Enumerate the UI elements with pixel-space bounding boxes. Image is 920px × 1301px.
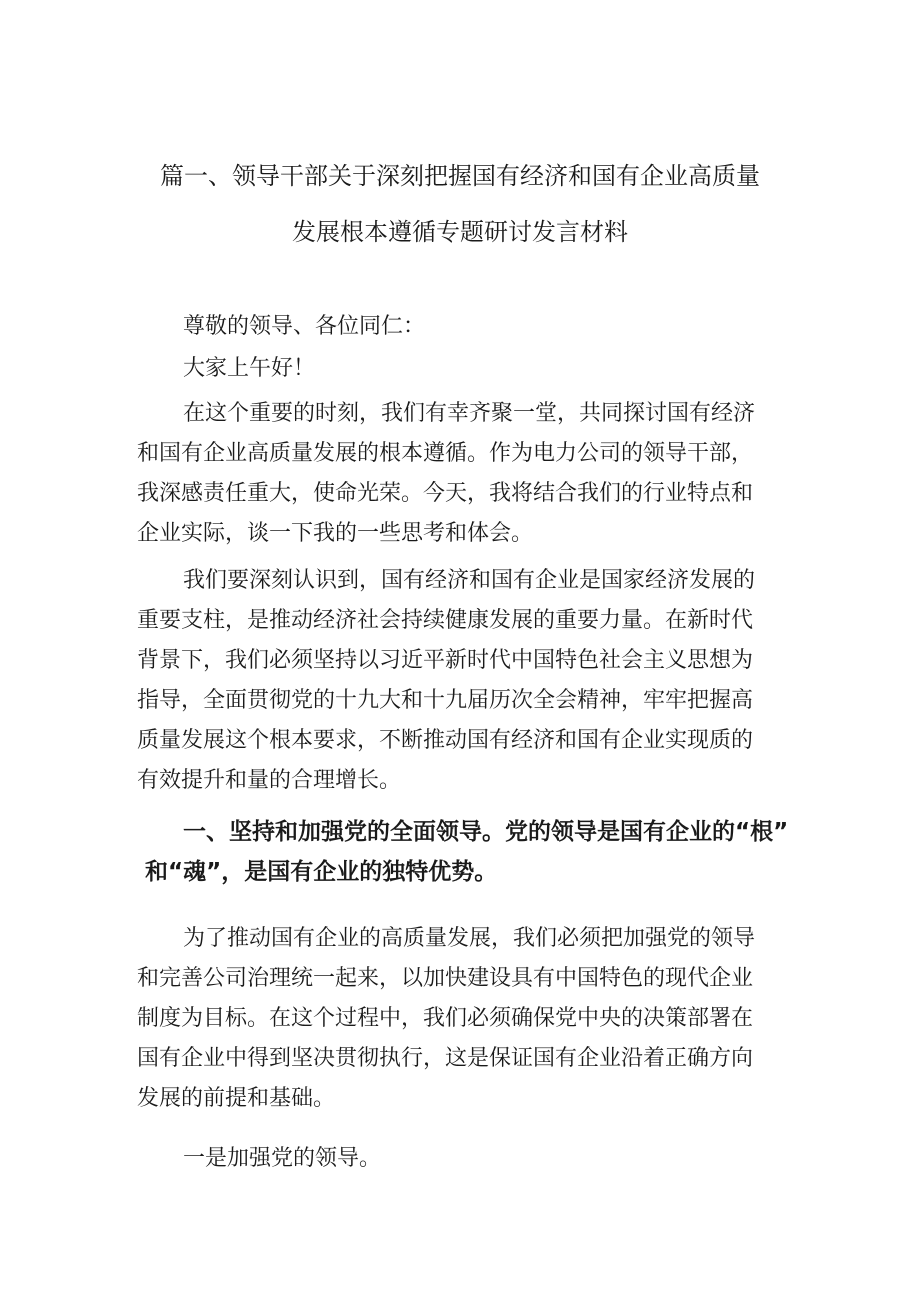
paragraph-line: 重要支柱，是推动经济社会持续健康发展的重要力量。在新时代 — [137, 608, 754, 633]
paragraph-line: 为了推动国有企业的高质量发展，我们必须把加强党的领导 — [183, 926, 756, 951]
greeting — [137, 349, 787, 389]
paragraph-section-body — [137, 919, 787, 1119]
paragraph-line: 和完善公司治理统一起来，以加快建设具有中国特色的现代企业 — [137, 966, 754, 991]
paragraph-line: 国有企业中得到坚决贯彻执行，这是保证国有企业沿着正确方向 — [137, 1046, 754, 1071]
paragraph-line: 我深感责任重大，使命光荣。今天，我将结合我们的行业特点和 — [137, 481, 754, 506]
paragraph-line: 和国有企业高质量发展的根本遵循。作为电力公司的领导干部， — [137, 441, 754, 466]
greeting-text: 大家上午好！ — [183, 356, 316, 381]
salutation-text: 尊敬的领导、各位同仁： — [183, 314, 426, 339]
paragraph-line: 我们要深刻认识到，国有经济和国有企业是国家经济发展的 — [183, 568, 756, 593]
paragraph-line: 在这个重要的时刻，我们有幸齐聚一堂，共同探讨国有经济 — [183, 401, 756, 426]
section-heading — [137, 812, 797, 892]
paragraph-line: 质量发展这个根本要求，不断推动国有经济和国有企业实现质的 — [137, 728, 754, 753]
subpoint-text: 一是加强党的领导。 — [183, 1146, 382, 1171]
paragraph-line: 指导，全面贯彻党的十九大和十九届历次全会精神，牢牢把握高 — [137, 688, 754, 713]
document-title-line-1: 篇一、领导干部关于深刻把握国有经济和国有企业高质量 — [160, 162, 760, 190]
paragraph-intro — [137, 394, 787, 554]
subpoint — [137, 1139, 787, 1179]
paragraph-line: 制度为目标。在这个过程中，我们必须确保党中央的决策部署在 — [137, 1006, 754, 1031]
paragraph-line: 发展的前提和基础。 — [137, 1086, 336, 1111]
paragraph-context — [137, 561, 787, 801]
section-heading-line: 一、坚持和加强党的全面领导。党的领导是国有企业的“根” — [183, 819, 789, 845]
section-heading-line: 和“魂”，是国有企业的独特优势。 — [145, 859, 498, 885]
paragraph-line: 背景下，我们必须坚持以习近平新时代中国特色社会主义思想为 — [137, 648, 754, 673]
salutation — [137, 307, 787, 347]
paragraph-line: 企业实际，谈一下我的一些思考和体会。 — [137, 521, 534, 546]
paragraph-line: 有效提升和量的合理增长。 — [137, 768, 402, 793]
document-title-line-2: 发展根本遵循专题研讨发言材料 — [292, 218, 628, 246]
